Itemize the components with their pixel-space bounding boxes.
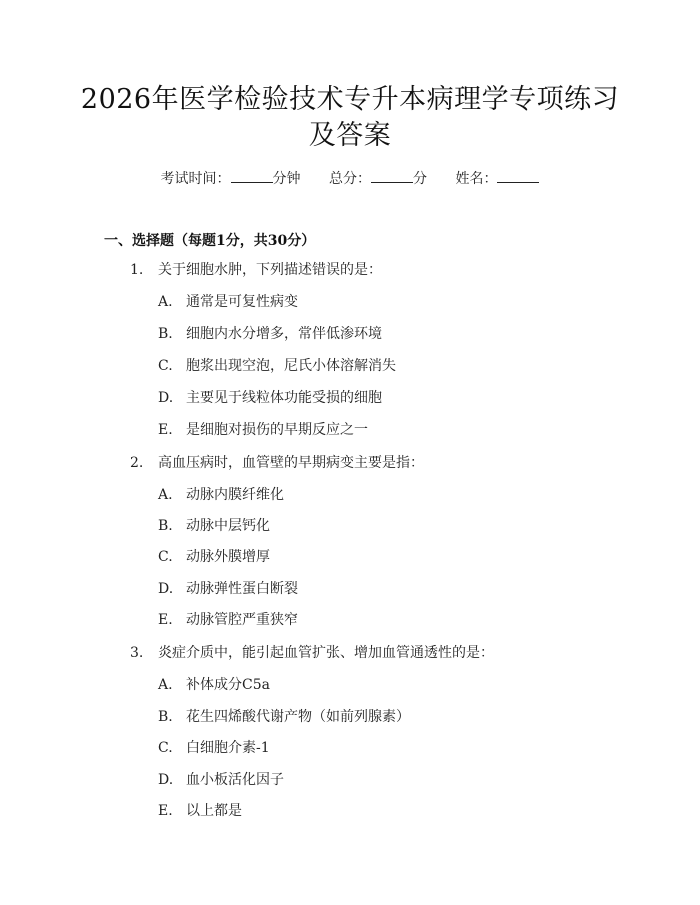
option-letter: D. bbox=[158, 581, 174, 597]
exam-time-blank[interactable] bbox=[231, 168, 273, 183]
option-3e[interactable] bbox=[0, 801, 700, 821]
option-letter: C. bbox=[158, 740, 173, 756]
option-text: 细胞内水分增多，常伴低渗环境 bbox=[186, 326, 382, 342]
option-letter: E. bbox=[158, 422, 173, 438]
option-2b[interactable] bbox=[0, 516, 700, 536]
option-letter: A. bbox=[158, 487, 173, 503]
option-3c[interactable] bbox=[0, 738, 700, 758]
question-text: 关于细胞水肿，下列描述错误的是： bbox=[158, 262, 382, 278]
option-2c[interactable] bbox=[0, 547, 700, 567]
question-text: 高血压病时，血管壁的早期病变主要是指： bbox=[158, 455, 424, 471]
option-letter: D. bbox=[158, 772, 174, 788]
option-text: 动脉外膜增厚 bbox=[186, 549, 270, 565]
option-text: 动脉内膜纤维化 bbox=[186, 487, 284, 503]
question-text: 炎症介质中，能引起血管扩张、增加血管通透性的是： bbox=[158, 645, 494, 661]
option-letter: E. bbox=[158, 803, 173, 819]
option-text: 花生四烯酸代谢产物（如前列腺素） bbox=[186, 709, 410, 725]
exam-time-group bbox=[161, 168, 301, 189]
option-3d[interactable] bbox=[0, 770, 700, 790]
option-1a[interactable] bbox=[0, 292, 700, 312]
option-2e[interactable] bbox=[0, 610, 700, 630]
option-letter: B. bbox=[158, 326, 173, 342]
question-3 bbox=[0, 643, 700, 663]
option-text: 胞浆出现空泡，尼氏小体溶解消失 bbox=[186, 358, 396, 374]
total-score-blank[interactable] bbox=[371, 168, 413, 183]
option-text: 白细胞介素-1 bbox=[186, 740, 270, 756]
option-text: 血小板活化因子 bbox=[186, 772, 284, 788]
option-1c[interactable] bbox=[0, 356, 700, 376]
option-text: 动脉弹性蛋白断裂 bbox=[186, 581, 298, 597]
option-3b[interactable] bbox=[0, 707, 700, 727]
option-text: 以上都是 bbox=[186, 803, 242, 819]
option-letter: A. bbox=[158, 677, 173, 693]
question-2 bbox=[0, 453, 700, 473]
option-1b[interactable] bbox=[0, 324, 700, 344]
total-score-unit: 分 bbox=[413, 171, 427, 187]
section-heading: 一、选择题（每题1分，共30分） bbox=[104, 233, 316, 249]
option-1d[interactable] bbox=[0, 388, 700, 408]
option-text: 动脉中层钙化 bbox=[186, 518, 270, 534]
exam-time-label: 考试时间： bbox=[160, 171, 231, 187]
page-title-line1: 2026年医学检验技术专升本病理学专项练习 bbox=[80, 84, 620, 115]
option-1e[interactable] bbox=[0, 420, 700, 440]
name-blank[interactable] bbox=[497, 168, 539, 183]
option-text: 是细胞对损伤的早期反应之一 bbox=[186, 422, 368, 438]
option-3a[interactable] bbox=[0, 675, 700, 695]
option-2a[interactable] bbox=[0, 485, 700, 505]
question-number: 1. bbox=[130, 262, 144, 278]
option-text: 动脉管腔严重狭窄 bbox=[186, 612, 298, 628]
option-letter: A. bbox=[158, 294, 173, 310]
page-title-line2: 及答案 bbox=[308, 120, 392, 151]
name-label: 姓名： bbox=[455, 171, 498, 187]
option-letter: C. bbox=[158, 358, 173, 374]
option-letter: D. bbox=[158, 390, 174, 406]
total-score-label: 总分： bbox=[329, 171, 371, 187]
total-score-group bbox=[329, 168, 427, 189]
question-number: 3. bbox=[130, 645, 144, 661]
option-letter: B. bbox=[158, 518, 173, 534]
exam-time-unit: 分钟 bbox=[272, 171, 301, 187]
option-letter: E. bbox=[158, 612, 173, 628]
question-number: 2. bbox=[130, 455, 144, 471]
option-text: 主要见于线粒体功能受损的细胞 bbox=[186, 390, 382, 406]
exam-meta bbox=[0, 168, 700, 189]
option-2d[interactable] bbox=[0, 579, 700, 599]
option-text: 通常是可复性病变 bbox=[186, 294, 298, 310]
name-group bbox=[455, 168, 539, 189]
question-1 bbox=[0, 260, 700, 280]
option-letter: B. bbox=[158, 709, 173, 725]
option-text: 补体成分C5a bbox=[186, 677, 270, 693]
option-letter: C. bbox=[158, 549, 173, 565]
